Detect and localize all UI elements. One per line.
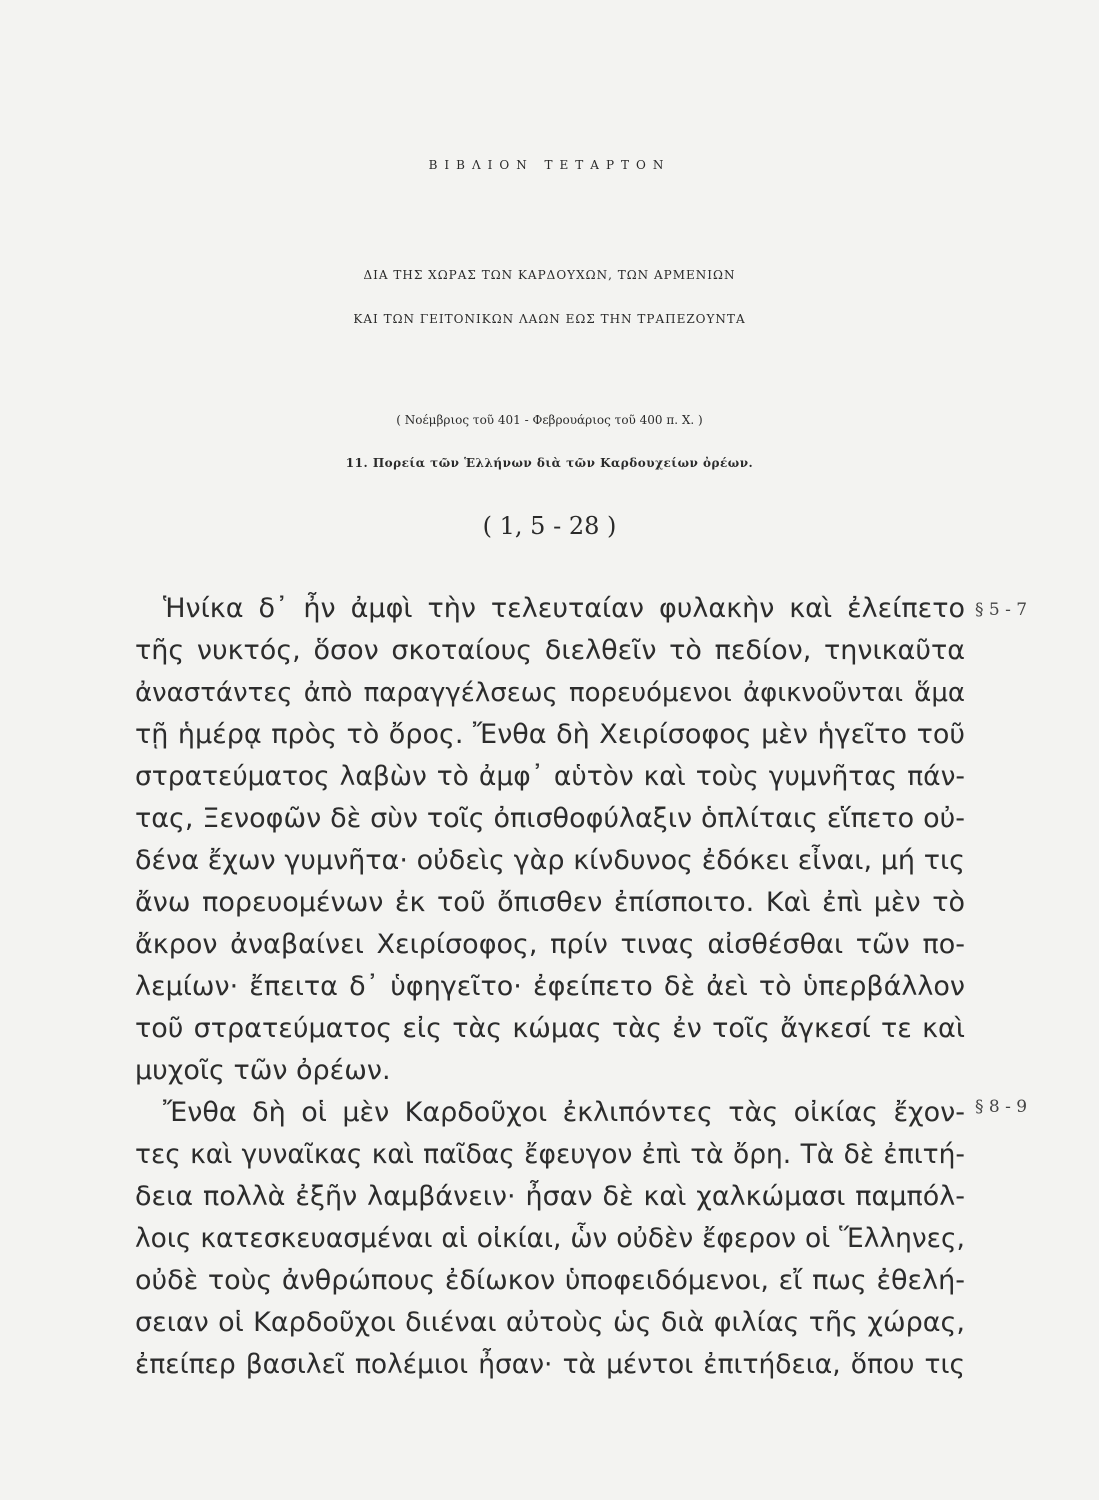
passage-reference: ( 1, 5 - 28 ) [482,512,617,540]
text-line: ἄκρον ἀναβαίνει Χειρίσοφος, πρίν τινας αἰσθέσθαι τῶν πο- [135,929,965,960]
section-heading-line-1: ΔΙΑ ΤΗΣ ΧΩΡΑΣ ΤΩΝ ΚΑΡΔΟΥΧΩΝ, ΤΩΝ ΑΡΜΕΝΙΩΝ [363,268,736,282]
text-line: λοις κατεσκευασμέναι αἱ οἰκίαι, ὧν οὐδὲν ἔφερον οἱ Ἕλληνες, [135,1223,965,1254]
text-line: Ἔνθα δὴ οἱ μὲν Καρδοῦχοι ἐκλιπόντες τὰς οἰκίας ἔχον- [163,1097,965,1128]
text-line: δένα ἔχων γυμνῆτα· οὐδεὶς γὰρ κίνδυνος ἐδόκει εἶναι, μή τις [135,845,965,876]
date-range: ( Νοέμβριος τοῦ 401 - Φεβρουάριος τοῦ 400 π. Χ. ) [396,413,703,427]
margin-note: § 8 - 9 [975,1097,1028,1117]
section-heading-line-2: ΚΑΙ ΤΩΝ ΓΕΙΤΟΝΙΚΩΝ ΛΑΩΝ ΕΩΣ ΤΗΝ ΤΡΑΠΕΖΟΥΝΤΑ [353,312,746,326]
margin-note: § 5 - 7 [975,600,1028,620]
text-line: οὐδὲ τοὺς ἀνθρώπους ἐδίωκον ὑποφειδόμενοι, εἴ πως ἐθελή- [135,1265,965,1296]
text-line: λεμίων· ἔπειτα δ᾽ ὑφηγεῖτο· ἐφείπετο δὲ ἀεὶ τὸ ὑπερβάλλον [135,971,965,1002]
text-line: Ἡνίκα δ᾽ ἦν ἀμφὶ τὴν τελευταίαν φυλακὴν καὶ ἐλείπετο [163,593,965,624]
text-line: δεια πολλὰ ἐξῆν λαμβάνειν· ἦσαν δὲ καὶ χαλκώμασι παμπόλ- [135,1181,965,1212]
text-line: ἐπείπερ βασιλεῖ πολέμιοι ἦσαν· τὰ μέντοι ἐπιτήδεια, ὅπου τις [135,1349,965,1380]
body-text [135,588,965,1386]
text-line: ἀναστάντες ἀπὸ παραγγέλσεως πορευόμενοι ἀφικνοῦνται ἅμα [135,678,965,708]
chapter-title: 11. Πορεία τῶν Ἑλλήνων διὰ τῶν Καρδουχείων ὀρέων. [345,456,754,470]
text-line: τῇ ἡμέρᾳ πρὸς τὸ ὄρος. Ἔνθα δὴ Χειρίσοφος μὲν ἡγεῖτο τοῦ [135,719,965,750]
text-line: τοῦ στρατεύματος εἰς τὰς κώμας τὰς ἐν τοῖς ἄγκεσί τε καὶ [135,1013,965,1044]
text-line: μυχοῖς τῶν ὀρέων. [135,1055,391,1086]
text-line: τες καὶ γυναῖκας καὶ παῖδας ἔφευγον ἐπὶ τὰ ὄρη. Τὰ δὲ ἐπιτή- [135,1139,965,1170]
text-line: τῆς νυκτός, ὅσον σκοταίους διελθεῖν τὸ πεδίον, τηνικαῦτα [135,635,965,666]
text-line: ἄνω πορευομένων ἐκ τοῦ ὄπισθεν ἐπίσποιτο. Καὶ ἐπὶ μὲν τὸ [135,887,965,918]
text-line: στρατεύματος λαβὼν τὸ ἀμφ᾽ αὑτὸν καὶ τοὺς γυμνῆτας πάν- [135,761,965,792]
text-line: τας, Ξενοφῶν δὲ σὺν τοῖς ὀπισθοφύλαξιν ὁπλίταις εἵπετο οὐ- [135,803,965,834]
book-title: ΒΙΒΛΙΟΝ ΤΕΤΑΡΤΟΝ [428,158,671,172]
text-line: σειαν οἱ Καρδοῦχοι διιέναι αὐτοὺς ὡς διὰ φιλίας τῆς χώρας, [135,1307,965,1338]
